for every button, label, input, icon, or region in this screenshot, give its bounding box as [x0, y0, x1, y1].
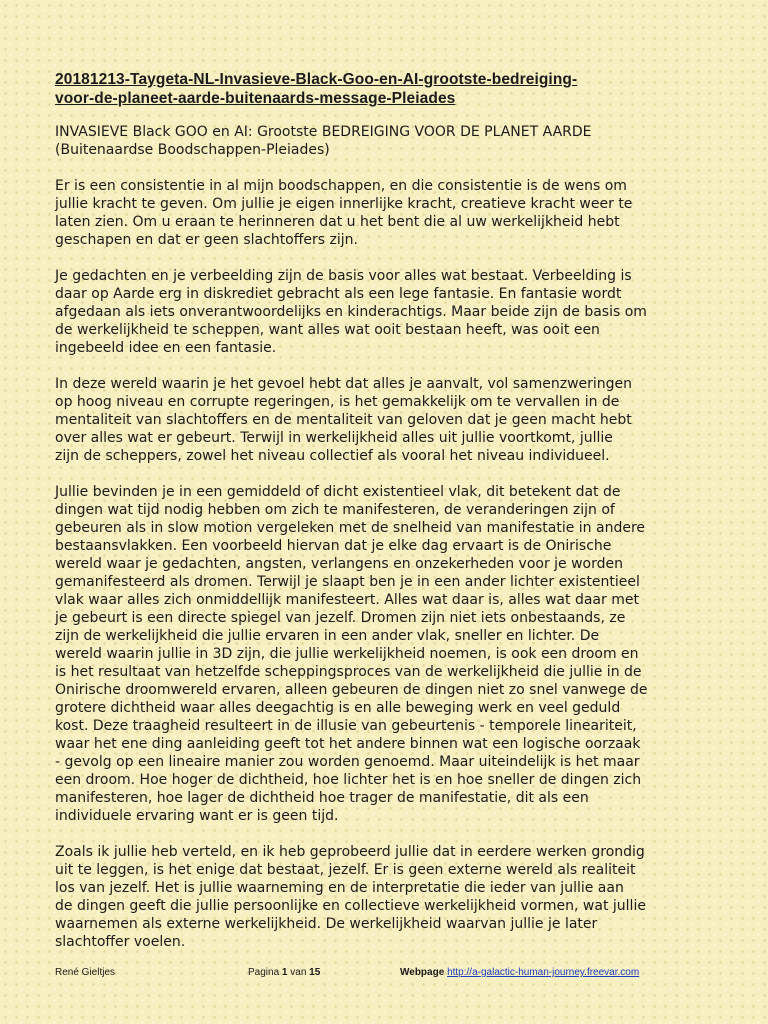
page-footer: [55, 967, 715, 981]
text-line: wereld waarin jullie in 3D zijn, die jullie werkelijkheid noemen, is ook een droom en: [55, 646, 639, 662]
text-line: Onirische droomwereld ervaren, alleen gebeuren de dingen niet zo snel vanwege de: [55, 682, 648, 698]
text-line: op hoog niveau en corrupte regeringen, is het gemakkelijk om te vervallen in de: [55, 394, 620, 410]
text-line: afgedaan als iets onverantwoordelijks en kinderachtigs. Maar beide zijn de basis om: [55, 304, 647, 320]
text-line: jullie kracht te geven. Om jullie je eigen innerlijke kracht, creatieve kracht weer te: [55, 196, 633, 212]
text-line: je gebeurt is een directe spiegel van jezelf. Dromen zijn niet iets onbestaands, ze: [55, 610, 626, 626]
text-line: is het resultaat van hetzelfde scheppingsproces van de werkelijkheid die jullie in de: [55, 664, 642, 680]
text-line: kost. Deze traagheid resulteert in de illusie van gebeurtenis - temporele lineariteit,: [55, 718, 637, 734]
subtitle-line: INVASIEVE Black GOO en AI: Grootste BEDREIGING VOOR DE PLANET AARDE: [55, 124, 592, 140]
paragraph-1: [55, 177, 715, 249]
document-subtitle: [55, 123, 715, 159]
title-line: voor-de-planeet-aarde-buitenaards-message-Pleiades: [55, 90, 456, 107]
text-line: grotere dichtheid waar alles deegachtig is en alle beweging werk en veel geduld: [55, 700, 621, 716]
text-line: laten zien. Om u eraan te herinneren dat u het bent die al uw werkelijkheid hebt: [55, 214, 620, 230]
text-line: de werkelijkheid te scheppen, want alles wat ooit bestaan heeft, was ooit een: [55, 322, 600, 338]
text-line: zijn de werkelijkheid die jullie ervaren in een ander vlak, sneller en lichter. De: [55, 628, 600, 644]
text-line: dingen wat tijd nodig hebben om zich te manifesteren, de veranderingen zijn of: [55, 502, 615, 518]
page-current: 1: [281, 967, 288, 978]
text-line: Zoals ik jullie heb verteld, en ik heb geprobeerd jullie dat in eerdere werken grondig: [55, 844, 645, 860]
text-line: gebeuren als in slow motion vergeleken met de snelheid van manifestatie in andere: [55, 520, 646, 536]
text-line: slachtoffer voelen.: [55, 934, 186, 950]
footer-page-number: [248, 967, 320, 978]
footer-webpage: [400, 967, 639, 978]
text-line: een droom. Hoe hoger de dichtheid, hoe lichter het is en hoe sneller de dingen zich: [55, 772, 642, 788]
text-line: ingebeeld idee en een fantasie.: [55, 340, 277, 356]
paragraph-3: [55, 375, 715, 465]
document-page: [55, 70, 715, 951]
text-line: manifesteren, hoe lager de dichtheid hoe trager de manifestatie, dit als een: [55, 790, 589, 806]
text-line: de dingen geeft die jullie persoonlijke en collectieve werkelijkheid vormen, wat jullie: [55, 898, 646, 914]
text-line: wereld waar je gedachten, angsten, verlangens en onzekerheden voor je worden: [55, 556, 624, 572]
title-line: 20181213-Taygeta-NL-Invasieve-Black-Goo-en-AI-grootste-bedreiging-: [55, 71, 578, 88]
paragraph-4: [55, 483, 715, 825]
text-line: daar op Aarde erg in diskrediet gebracht als een lege fantasie. En fantasie wordt: [55, 286, 622, 302]
page-total: 15: [309, 967, 321, 978]
text-line: zijn de scheppers, zowel het niveau collectief als vooral het niveau individueel.: [55, 448, 610, 464]
text-line: Er is een consistentie in al mijn boodschappen, en die consistentie is de wens om: [55, 178, 627, 194]
paragraph-5: [55, 843, 715, 951]
text-line: - gevolg op een lineaire manier zou worden genoemd. Maar uiteindelijk is het maar: [55, 754, 640, 770]
text-line: waar het ene ding aanleiding geeft tot het andere binnen wat een logische oorzaak: [55, 736, 641, 752]
text-line: bestaansvlakken. Een voorbeeld hiervan dat je elke dag ervaart is de Onirische: [55, 538, 612, 554]
footer-author: René Gieltjes: [55, 967, 116, 978]
text-line: In deze wereld waarin je het gevoel hebt dat alles je aanvalt, vol samenzweringen: [55, 376, 633, 392]
page-of: van: [290, 967, 307, 978]
text-line: waarnemen als externe werkelijkheid. De werkelijkheid waarvan jullie je later: [55, 916, 598, 932]
webpage-link[interactable]: http://a-galactic-human-journey.freevar.com: [447, 967, 640, 978]
text-line: los van jezelf. Het is jullie waarneming en de interpretatie die ieder van jullie aan: [55, 880, 624, 896]
text-line: Jullie bevinden je in een gemiddeld of dicht existentieel vlak, dit betekent dat de: [55, 484, 621, 500]
text-line: vlak waar alles zich onmiddellijk manifesteert. Alles wat daar is, alles wat daar met: [55, 592, 639, 608]
text-line: over alles wat er gebeurt. Terwijl in werkelijkheid alles uit jullie voortkomt, jullie: [55, 430, 613, 446]
page-word: Pagina: [248, 967, 280, 978]
subtitle-line: (Buitenaardse Boodschappen-Pleiades): [55, 142, 330, 158]
text-line: gemanifesteerd als dromen. Terwijl je slaapt ben je in een ander lichter existentieel: [55, 574, 640, 590]
document-title: [55, 70, 715, 108]
text-line: uit te leggen, is het enige dat bestaat, jezelf. Er is geen externe wereld als realiteit: [55, 862, 636, 878]
text-line: individuele ervaring want er is geen tijd.: [55, 808, 339, 824]
text-line: geschapen en dat er geen slachtoffers zijn.: [55, 232, 358, 248]
text-line: mentaliteit van slachtoffers en de mentaliteit van geloven dat je geen macht hebt: [55, 412, 632, 428]
text-line: Je gedachten en je verbeelding zijn de basis voor alles wat bestaat. Verbeelding is: [55, 268, 632, 284]
paragraph-2: [55, 267, 715, 357]
webpage-label: Webpage: [400, 967, 445, 978]
